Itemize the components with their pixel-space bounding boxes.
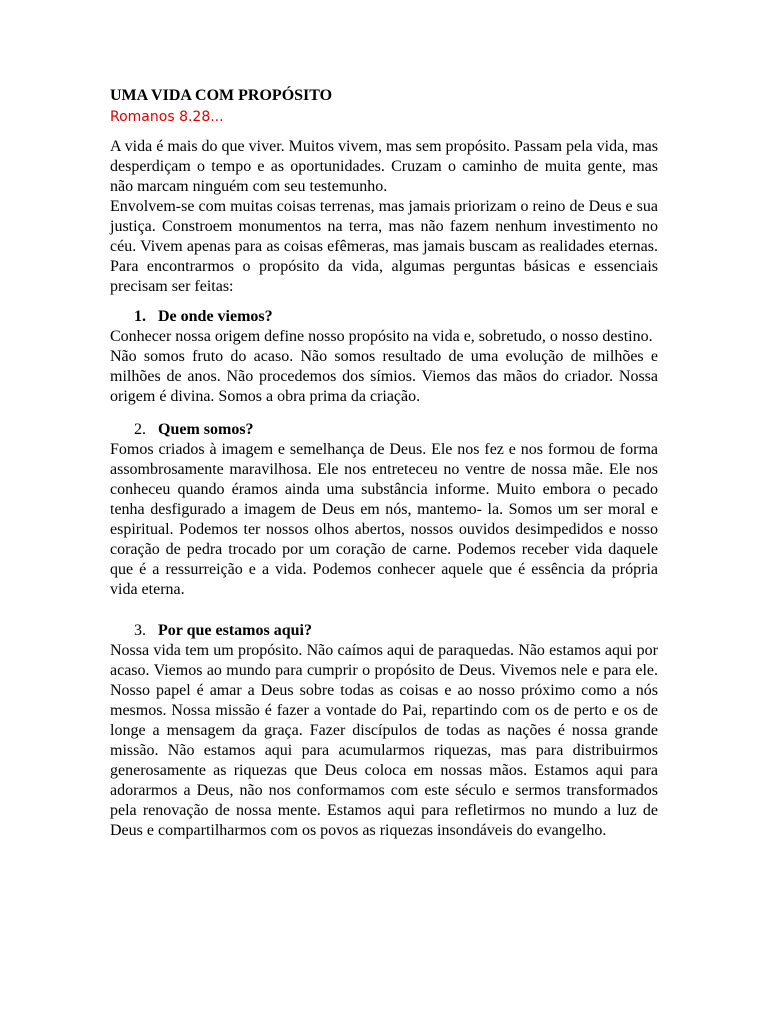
- section-2-paragraph-1: Fomos criados à imagem e semelhança de Deus. Ele nos fez e nos formou de forma assombrosamente maravilhosa. Ele nos entreteceu no ventre de nossa mãe. Ele nos conheceu quando éramos ainda uma substância informe. Muito embora o pecado tenha desfigurado a imagem de Deus em nós, mantemo- la. Somos um ser moral e espiritual. Podemos ter nossos olhos abertos, nossos ouvidos desimpedidos e nosso coração de pedra trocado por um coração de carne. Podemos receber vida daquele que é a ressurreição e a vida. Podemos conhecer aquele que é essência da própria vida eterna.: [110, 441, 658, 598]
- section-heading-1: [110, 307, 658, 327]
- section-1-paragraph-2: Não somos fruto do acaso. Não somos resultado de uma evolução de milhões e milhões de anos. Não procedemos dos símios. Viemos das mãos do criador. Nossa origem é divina. Somos a obra prima da criação.: [110, 348, 658, 405]
- section-title-2: Quem somos?: [158, 421, 254, 438]
- section-3: [110, 621, 658, 841]
- section-number-1: 1.: [134, 308, 146, 325]
- section-heading-2: [110, 420, 658, 440]
- intro-paragraph-1: A vida é mais do que viver. Muitos vivem, mas sem propósito. Passam pela vida, mas desperdiçam o tempo e as oportunidades. Cruzam o caminho de muita gente, mas não marcam ninguém com seu testemunho.: [110, 138, 658, 195]
- intro-paragraph-2: Envolvem-se com muitas coisas terrenas, mas jamais priorizam o reino de Deus e sua justiça. Constroem monumentos na terra, mas não fazem nenhum investimento no céu. Vivem apenas para as coisas efêmeras, mas jamais buscam as realidades eternas. Para encontrarmos o propósito da vida, algumas perguntas básicas e essenciais precisam ser feitas:: [110, 198, 658, 295]
- bible-reference: Romanos 8.28...: [110, 109, 224, 125]
- section-2: [110, 420, 658, 600]
- intro-block: [110, 137, 658, 297]
- document-title: UMA VIDA COM PROPÓSITO: [110, 87, 333, 104]
- section-number-2: 2.: [134, 421, 146, 438]
- section-1: [110, 307, 658, 407]
- section-1-paragraph-1: Conhecer nossa origem define nosso propósito na vida e, sobretudo, o nosso destino.: [110, 328, 653, 345]
- section-3-paragraph-1: Nossa vida tem um propósito. Não caímos aqui de paraquedas. Não estamos aqui por acaso. Viemos ao mundo para cumprir o propósito de Deus. Vivemos nele e para ele. Nosso papel é amar a Deus sobre todas as coisas e ao nosso próximo como a nós mesmos. Nossa missão é fazer a vontade do Pai, repartindo com os de perto e os de longe a mensagem da graça. Fazer discípulos de todas as nações é nossa grande missão. Não estamos aqui para acumularmos riquezas, mas para distribuirmos generosamente as riquezas que Deus coloca em nossas mãos. Estamos aqui para adorarmos a Deus, não nos conformamos com este século e sermos transformados pela renovação de nossa mente. Estamos aqui para refletirmos no mundo a luz de Deus e compartilharmos com os povos as riquezas insondáveis do evangelho.: [110, 642, 658, 839]
- section-number-3: 3.: [134, 622, 146, 639]
- section-title-1: De onde viemos?: [158, 308, 273, 325]
- section-title-3: Por que estamos aqui?: [158, 622, 312, 639]
- section-heading-3: [110, 621, 658, 641]
